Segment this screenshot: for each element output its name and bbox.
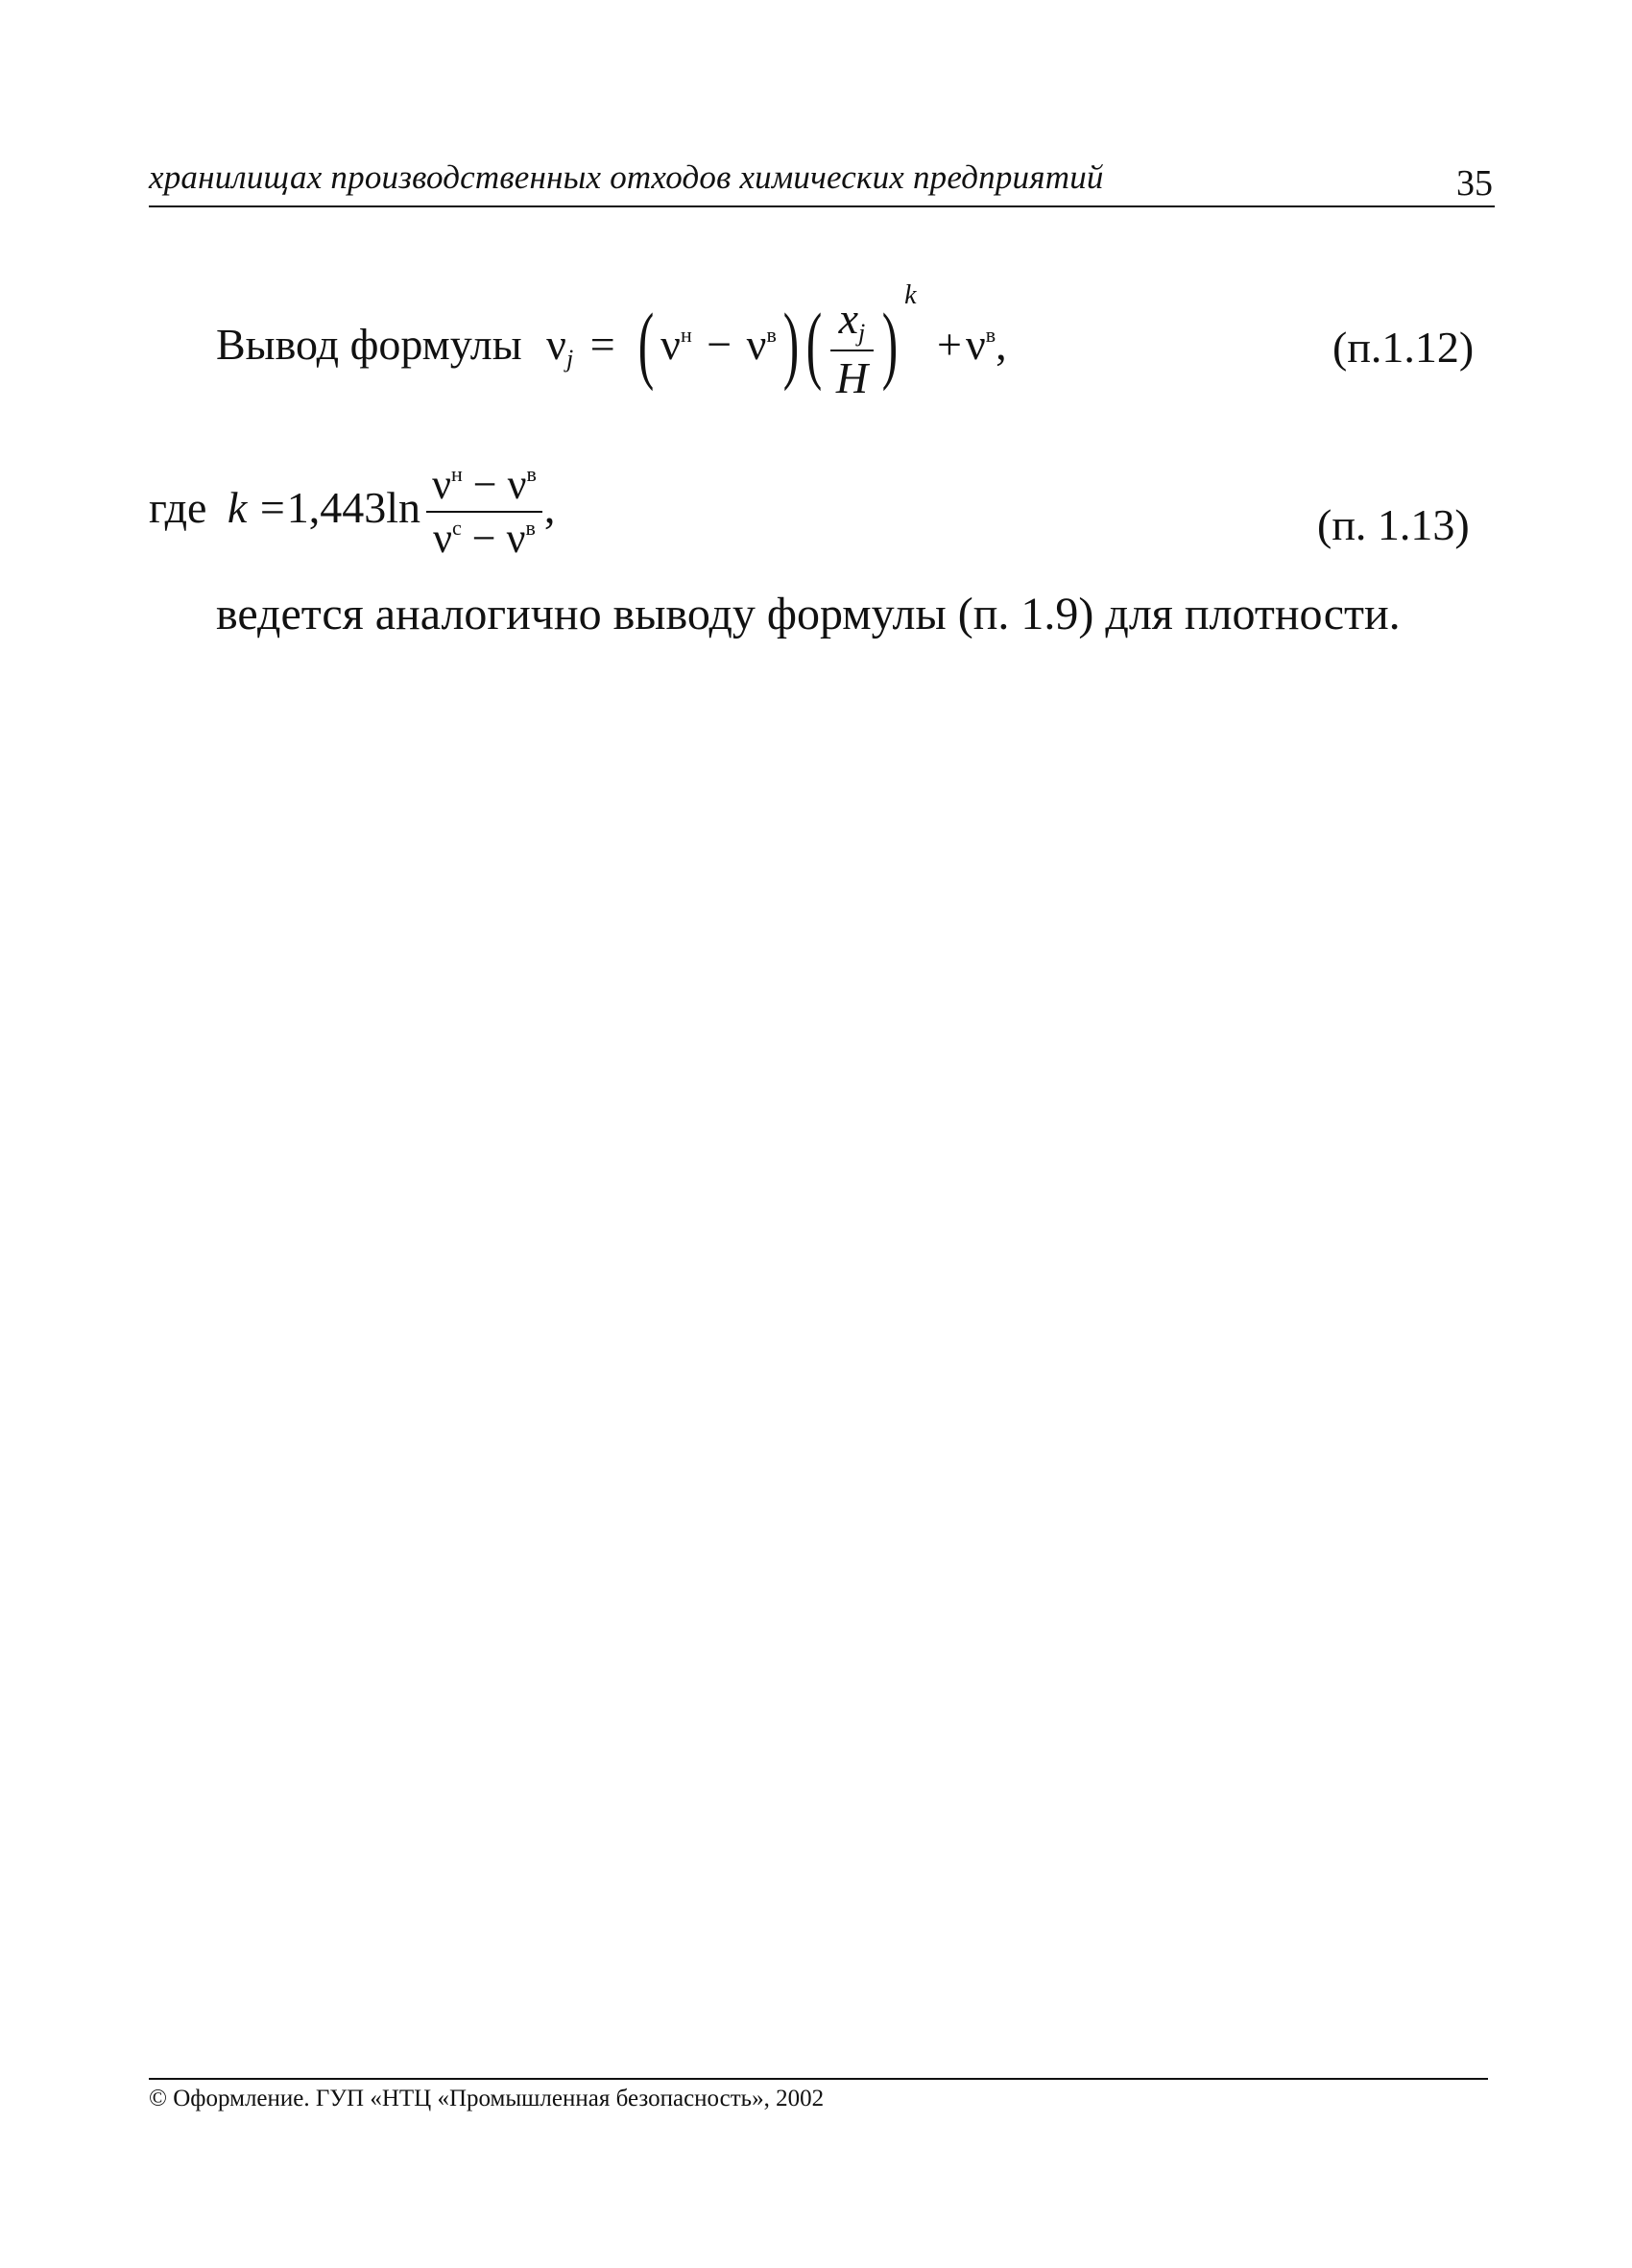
equation-2-intro: где bbox=[149, 482, 207, 532]
equation-1-equals: = bbox=[589, 320, 615, 369]
running-header-title: хранилищах производственных отходов химических предприятий bbox=[149, 158, 1104, 196]
paren-close: ) bbox=[782, 297, 800, 392]
nu-v-term-2: $\nu^в$ bbox=[965, 320, 996, 369]
plus-sign: + bbox=[937, 320, 962, 369]
minus-sign: − bbox=[707, 320, 732, 369]
equation-1-intro: Вывод формулы bbox=[216, 320, 522, 369]
footer-rule bbox=[149, 2078, 1488, 2080]
paren-open: ( bbox=[637, 297, 655, 392]
equation-1-number: (п.1.12) bbox=[1332, 323, 1475, 372]
nu-n-term: $\nu^н$ bbox=[660, 320, 692, 369]
equation-2: где k =1,443ln $\frac{\nu^н - \nu^в}{\nu^с - \nu^в}$ , bbox=[149, 461, 556, 563]
equation-2-equals: = bbox=[259, 482, 285, 532]
coefficient: 1,443 bbox=[286, 482, 387, 532]
paren-open-2: ( bbox=[805, 297, 823, 392]
nu-v-term: $\nu^в$ bbox=[746, 320, 777, 369]
ln-operator: ln bbox=[386, 482, 421, 532]
equation-1: Вывод формулы νj = ( $\nu^н - \nu^в$)( $\frac{xj}{H}$ )$^k +\nu^в$, bbox=[216, 280, 1007, 403]
equation-1-lhs: νj bbox=[546, 320, 574, 373]
body-paragraph: ведется аналогично выводу формулы (п. 1.9) для плотности. bbox=[216, 589, 1401, 639]
running-header bbox=[149, 158, 1493, 206]
footer-copyright: © Оформление. ГУП «НТЦ «Промышленная безопасность», 2002 bbox=[149, 2086, 825, 2111]
paren-close-2: ) bbox=[881, 297, 899, 392]
equation-2-number: (п. 1.13) bbox=[1317, 500, 1470, 549]
fraction-nu-ratio: $\frac{\nu^н - \nu^в}{\nu^с - \nu^в}$ bbox=[426, 463, 542, 561]
header-rule bbox=[149, 205, 1495, 207]
page-number: 35 bbox=[1456, 163, 1493, 204]
fraction-x-over-h: $\frac{xj}{H}$ bbox=[830, 296, 874, 402]
exponent-k: k bbox=[904, 280, 917, 310]
equation-2-k: k bbox=[227, 482, 248, 532]
